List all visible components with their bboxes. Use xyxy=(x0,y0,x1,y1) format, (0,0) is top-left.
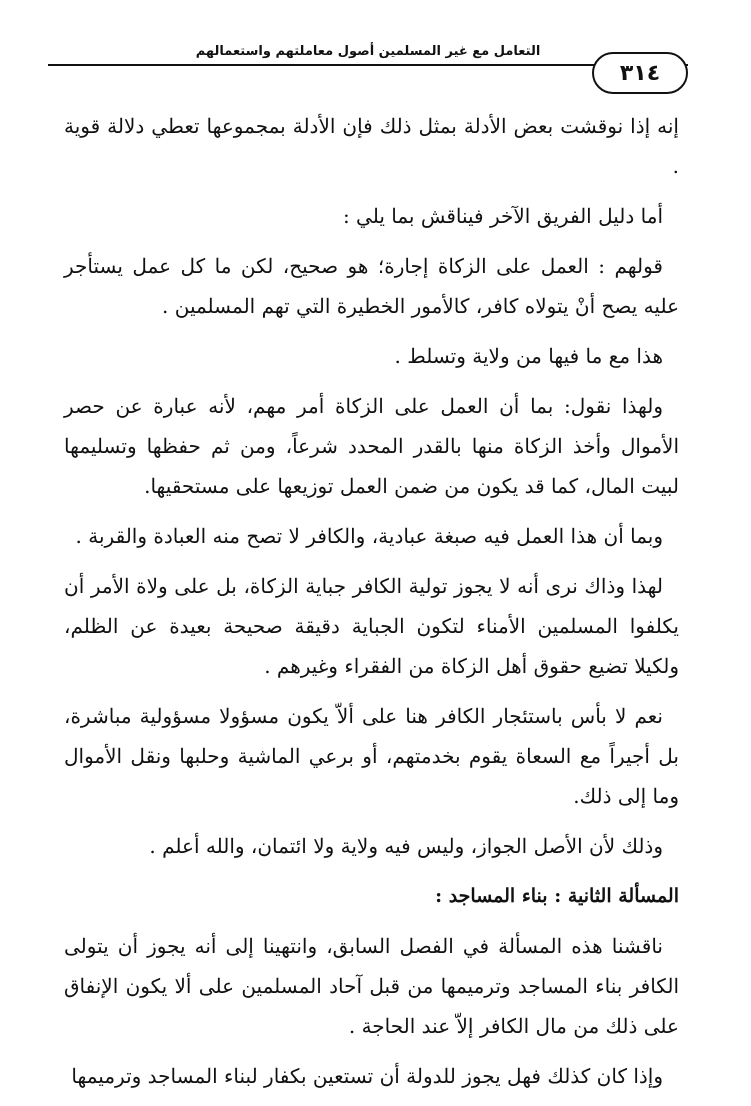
paragraph: نعم لا بأس باستئجار الكافر هنا على ألاّ يكون مسؤولا مسؤولية مباشرة، بل أجيراً مع السعاة يقوم بخدمتهم، أو برعي الماشية وحلبها ونقل الأموال وما إلى ذلك. xyxy=(64,704,679,808)
paragraph: وإذا كان كذلك فهل يجوز للدولة أن تستعين بكفار لبناء المساجد وترميمها xyxy=(71,1064,663,1088)
paragraph: لهذا وذاك نرى أنه لا يجوز تولية الكافر جباية الزكاة، بل على ولاة الأمر أن يكلفوا المسلمين الأمناء لتكون الجباية دقيقة صحيحة بعيدة عن الظلم، ولكيلا تضيع حقوق أهل الزكاة من الفقراء وغيرهم . xyxy=(64,574,679,678)
paragraph: قولهم : العمل على الزكاة إجارة؛ هو صحيح، لكن ما كل عمل يستأجر عليه يصح أنْ يتولاه كافر، كالأمور الخطيرة التي تهم المسلمين . xyxy=(64,254,679,318)
page-number: ٣١٤ xyxy=(592,52,688,94)
paragraph: وبما أن هذا العمل فيه صبغة عبادية، والكافر لا تصح منه العبادة والقربة . xyxy=(75,524,663,548)
paragraph: أما دليل الفريق الآخر فيناقش بما يلي : xyxy=(342,204,663,228)
paragraph: ناقشنا هذه المسألة في الفصل السابق، وانتهينا إلى أنه يجوز أن يتولى الكافر بناء المساجد وترميمها من قبل آحاد المسلمين على ألا يكون الإنفاق على ذلك من مال الكافر إلاّ عند الحاجة . xyxy=(64,934,679,1038)
section-heading: المسألة الثانية : بناء المساجد : xyxy=(435,885,679,907)
body-text xyxy=(64,106,679,1106)
running-title: التعامل مع غير المسلمين أصول معاملتهم واستعمالهم xyxy=(195,44,541,59)
paragraph: وذلك لأن الأصل الجواز، وليس فيه ولاية ولا ائتمان، والله أعلم . xyxy=(149,834,663,858)
paragraph: ولهذا نقول: بما أن العمل على الزكاة أمر مهم، لأنه عبارة عن حصر الأموال وأخذ الزكاة منها بالقدر المحدد شرعاً، ومن ثم حفظها وتسليمها لبيت المال، كما قد يكون من ضمن العمل توزيعها على مستحقيها. xyxy=(64,394,679,498)
paragraph: إنه إذا نوقشت بعض الأدلة بمثل ذلك فإن الأدلة بمجموعها تعطي دلالة قوية . xyxy=(64,114,679,178)
page-header xyxy=(48,44,688,96)
paragraph: هذا مع ما فيها من ولاية وتسلط . xyxy=(394,344,663,368)
